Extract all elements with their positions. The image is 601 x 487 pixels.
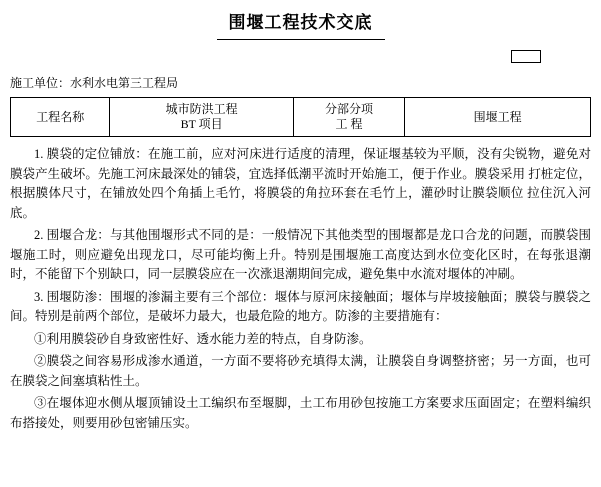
paragraph-3: 3. 围堰防渗：围堰的渗漏主要有三个部位：堰体与原河床接触面；堰体与岸坡接触面；膜袋与膜袋之间。特别是前两个部位，是破坏力最大，也最危险的地方。防渗的主要措施有： (10, 289, 591, 323)
project-name-value-line2: BT 项目 (180, 117, 223, 131)
paragraph-1: 1. 膜袋的定位铺放：在施工前，应对河床进行适度的清理，保证堰基较为平顺，没有尖锐物，避免对膜袋产生破坏。先施工河床最深处的铺袋，宜选择低潮平流时开始施工，便于作业。膜袋采用 打桩定位，根据膜体尺寸，在铺放处四个角插上毛竹，将膜袋的角拉环套在毛竹上，灌砂时让膜袋顺位 拉住沉入河底。 (10, 147, 591, 220)
paragraph-6: ③在堰体迎水侧从堰顶铺设土工编织布至堰脚，土工布用砂包按施工方案要求压面固定；在塑料编织布搭接处，则要用砂包密铺压实。 (10, 396, 591, 430)
stamp-box-row (0, 50, 601, 72)
section-label (293, 98, 404, 137)
construction-unit-value: 水利水电第三工程局 (70, 76, 179, 90)
project-name-value-line1: 城市防洪工程 (165, 102, 238, 116)
project-name-label: 工程名称 (11, 98, 110, 137)
paragraph-2: 2. 围堰合龙：与其他围堰形式不同的是：一般情况下其他类型的围堰都是龙口合龙的问题，而膜袋围堰施工时，则应避免出现龙口，尽可能均衡上升。特别是围堰施工高度达到水位变化区时，在每张退潮时，不能留下个别缺口，同一层膜袋应在一次涨退潮期间完成，避免集中水流对堰体的冲刷。 (10, 228, 591, 281)
section-label-line2: 工 程 (335, 117, 363, 131)
document-page (0, 8, 601, 487)
document-body (10, 137, 591, 433)
project-name-value (110, 98, 293, 137)
paragraph-4: ①利用膜袋砂自身致密性好、透水能力差的特点，自身防渗。 (34, 331, 372, 346)
table-row (11, 98, 591, 137)
title-underline (217, 39, 385, 40)
section-label-line1: 分部分项 (325, 102, 374, 116)
construction-unit-label: 施工单位： (10, 76, 71, 90)
paragraph-5: ②膜袋之间容易形成渗水通道，一方面不要将砂充填得太满，让膜袋自身调整挤密；另一方面，也可在膜袋之间塞填粘性土。 (10, 354, 591, 388)
page-title: 围堰工程技术交底 (228, 13, 373, 32)
stamp-box (511, 50, 541, 63)
project-info-table (10, 97, 591, 137)
section-value: 围堰工程 (405, 98, 591, 137)
construction-unit-line (10, 74, 601, 91)
